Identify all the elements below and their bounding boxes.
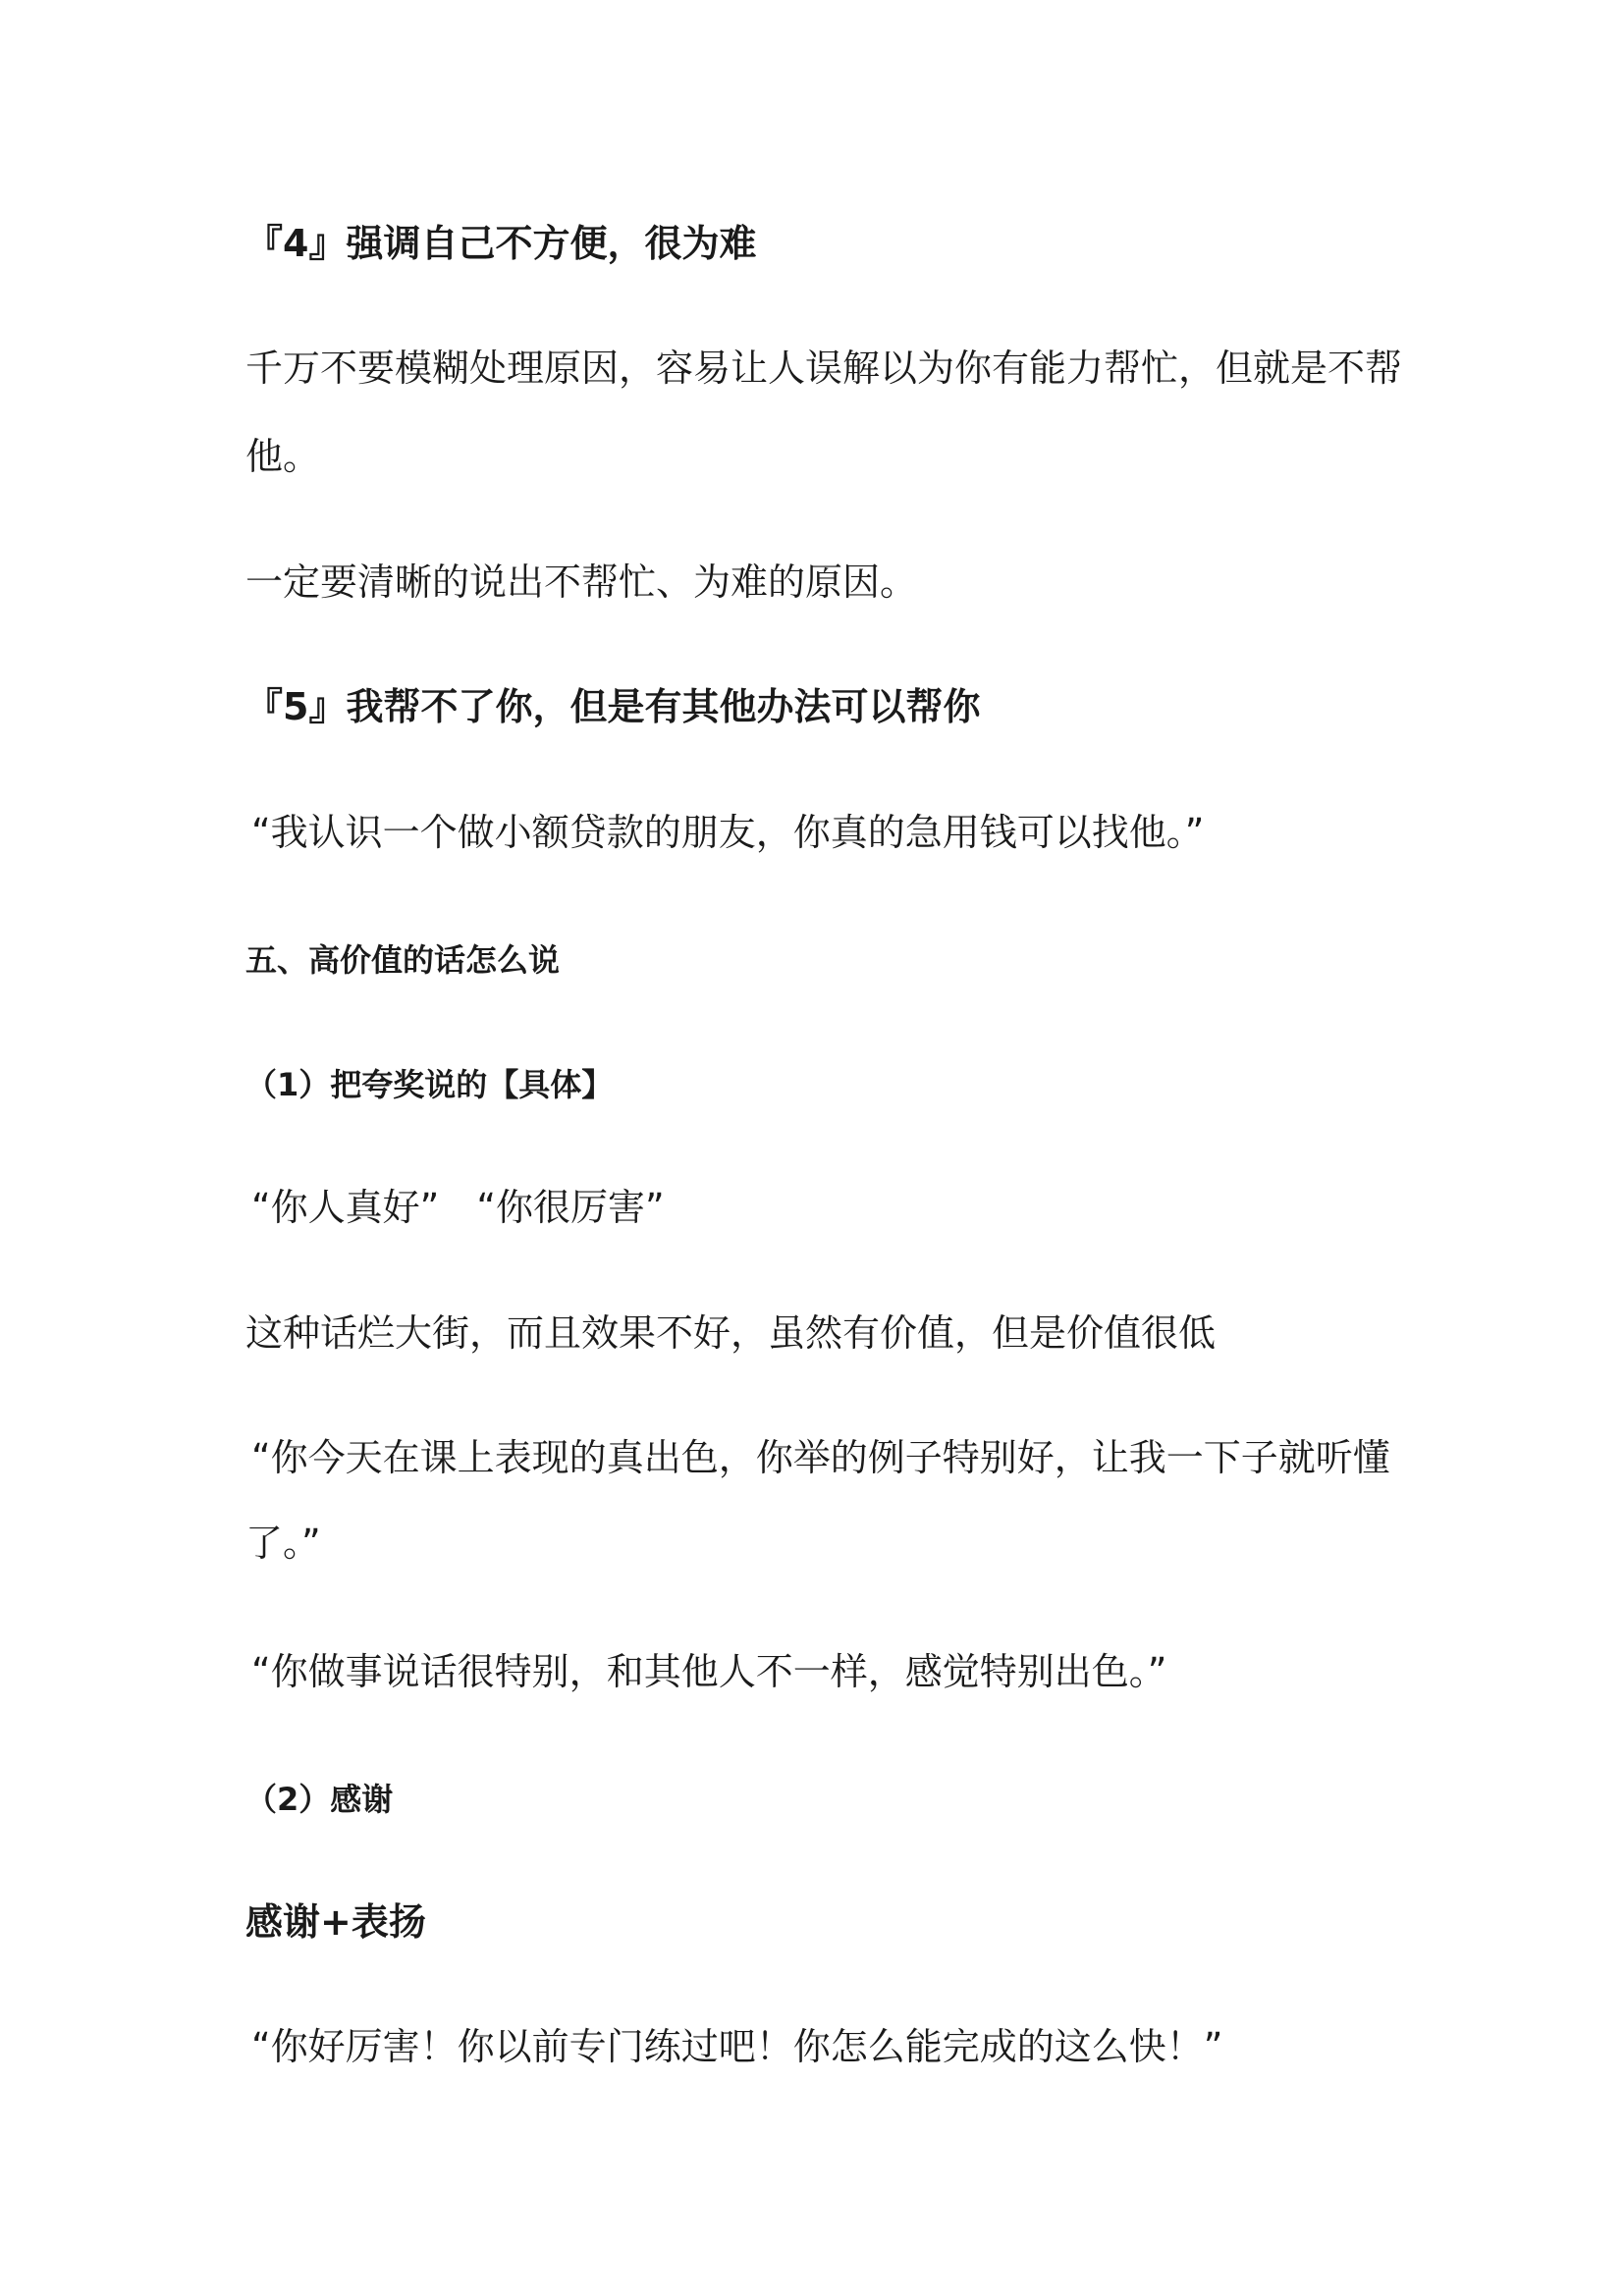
subheading-2: （2）感谢 <box>245 1781 394 1818</box>
heading-thanks-praise: 感谢+表扬 <box>245 1900 426 1944</box>
paragraph: 这种话烂大街，而且效果不好，虽然有价值，但是价值很低 <box>245 1311 1217 1355</box>
quote-line: “你今天在课上表现的真出色，你举的例子特别好，让我一下子就听懂 <box>251 1436 1390 1479</box>
paragraph: 一定要清晰的说出不帮忙、为难的原因。 <box>245 561 918 604</box>
paragraph-line: 千万不要模糊处理原因，容易让人误解以为你有能力帮忙，但就是不帮 <box>245 347 1403 390</box>
quote: “你人真好” “你很厉害” <box>251 1186 665 1229</box>
section-heading: 五、高价值的话怎么说 <box>245 941 561 979</box>
quote: “你好厉害！你以前专门练过吧！你怎么能完成的这么快！” <box>251 2025 1223 2068</box>
heading-4: 『4』强调自己不方便，很为难 <box>245 222 757 265</box>
quote-line: 了。” <box>245 1522 321 1565</box>
heading-5: 『5』我帮不了你，但是有其他办法可以帮你 <box>245 685 981 728</box>
quote: “我认识一个做小额贷款的朋友，你真的急用钱可以找他。” <box>251 811 1205 854</box>
quote: “你做事说话很特别，和其他人不一样，感觉特别出色。” <box>251 1650 1167 1693</box>
subheading-1: （1）把夸奖说的【具体】 <box>245 1066 614 1103</box>
paragraph-line: 他。 <box>245 435 321 478</box>
